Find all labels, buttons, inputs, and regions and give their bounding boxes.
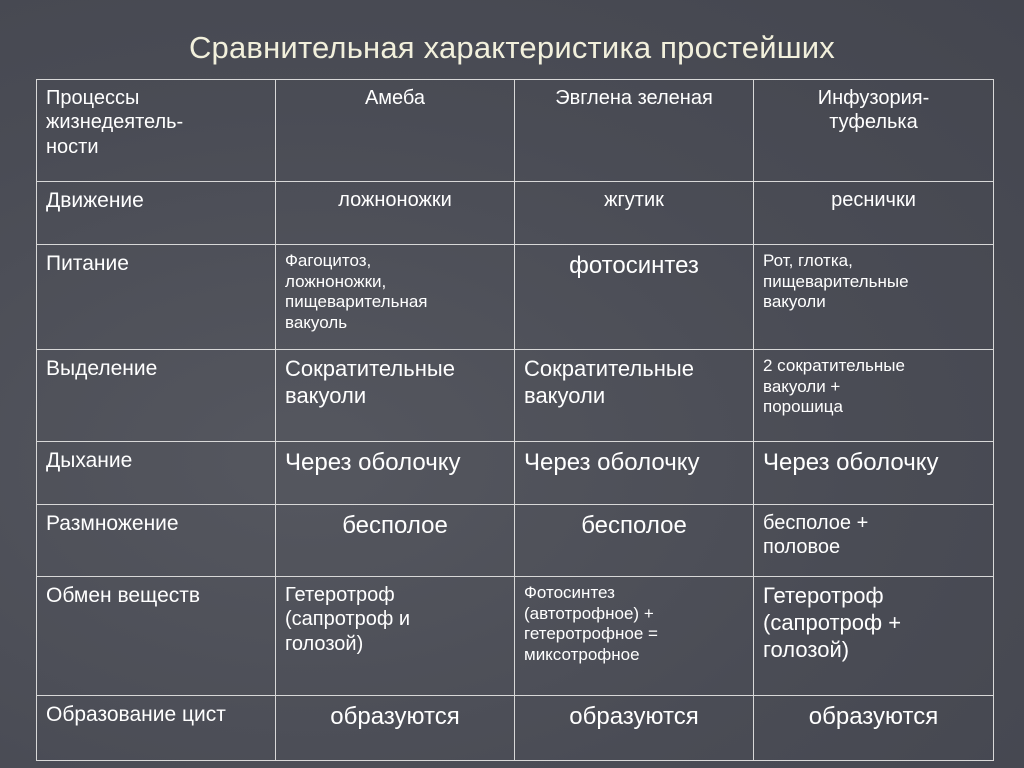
row-respiration bbox=[37, 442, 994, 505]
cell-amoeba: Сократительные вакуоли bbox=[276, 350, 515, 442]
row-label: Движение bbox=[37, 182, 276, 245]
cell-paramecium: бесполое + половое bbox=[754, 505, 994, 577]
header-amoeba: Амеба bbox=[276, 80, 515, 182]
cell-paramecium: реснички bbox=[754, 182, 994, 245]
cell-euglena: жгутик bbox=[515, 182, 754, 245]
cell-paramecium: образуются bbox=[754, 696, 994, 761]
header-processes: Процессы жизнедеятель- ности bbox=[37, 80, 276, 182]
cell-euglena: Фотосинтез (автотрофное) + гетеротрофное = миксотрофное bbox=[515, 577, 754, 696]
cell-euglena: образуются bbox=[515, 696, 754, 761]
row-label: Выделение bbox=[37, 350, 276, 442]
row-label: Обмен веществ bbox=[37, 577, 276, 696]
slide-title: Сравнительная характеристика простейших bbox=[188, 30, 836, 65]
cell-paramecium: Через оболочку bbox=[754, 442, 994, 505]
cell-amoeba: ложноножки bbox=[276, 182, 515, 245]
cell-euglena: Через оболочку bbox=[515, 442, 754, 505]
row-movement bbox=[37, 182, 994, 245]
row-label: Образование цист bbox=[37, 696, 276, 761]
cell-amoeba: образуются bbox=[276, 696, 515, 761]
cell-paramecium: 2 сократительные вакуоли + порошица bbox=[754, 350, 994, 442]
cell-amoeba: Гетеротроф (сапротроф и голозой) bbox=[276, 577, 515, 696]
header-paramecium: Инфузория- туфелька bbox=[754, 80, 994, 182]
row-nutrition bbox=[37, 245, 994, 350]
cell-euglena: фотосинтез bbox=[515, 245, 754, 350]
cell-amoeba: Фагоцитоз, ложноножки, пищеварительная вакуоль bbox=[276, 245, 515, 350]
row-label: Размножение bbox=[37, 505, 276, 577]
row-metabolism bbox=[37, 577, 994, 696]
row-label: Питание bbox=[37, 245, 276, 350]
cell-euglena: бесполое bbox=[515, 505, 754, 577]
header-row bbox=[37, 80, 994, 182]
row-reproduction bbox=[37, 505, 994, 577]
cell-paramecium: Гетеротроф (сапротроф + голозой) bbox=[754, 577, 994, 696]
cell-amoeba: Через оболочку bbox=[276, 442, 515, 505]
row-cyst-formation bbox=[37, 696, 994, 761]
row-label: Дыхание bbox=[37, 442, 276, 505]
header-euglena: Эвглена зеленая bbox=[515, 80, 754, 182]
cell-paramecium: Рот, глотка, пищеварительные вакуоли bbox=[754, 245, 994, 350]
comparison-table bbox=[36, 79, 994, 761]
cell-amoeba: бесполое bbox=[276, 505, 515, 577]
row-excretion bbox=[37, 350, 994, 442]
cell-euglena: Сократительные вакуоли bbox=[515, 350, 754, 442]
